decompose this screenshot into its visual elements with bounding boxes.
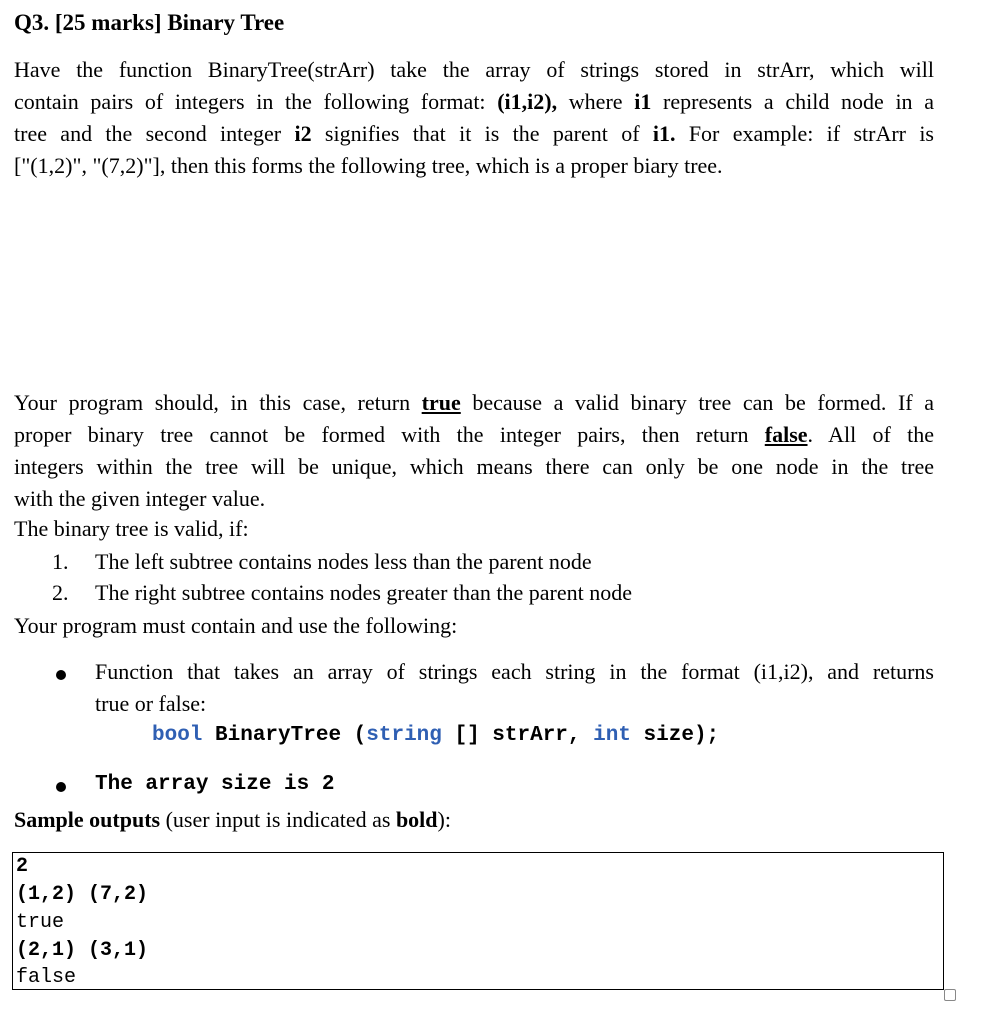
sample-output-box [12, 852, 944, 990]
tree-figure-area [14, 190, 934, 380]
bullet-icon [56, 782, 66, 792]
bullet1-line2: true or false: [95, 691, 207, 716]
valid-intro: The binary tree is valid, if: [14, 516, 249, 541]
sample-outputs-label: Sample outputs (user input is indicated as bold): [14, 807, 451, 832]
bullet1-line1: Function that takes an array of strings each string in the format (i1,i2), and returns [95, 659, 934, 684]
rule-text: The left subtree contains nodes less than the parent node [95, 549, 592, 574]
para1-line2: contain pairs of integers in the following format: (i1,i2), where i1 represents a child node in a [14, 89, 934, 114]
para1-line1: Have the function BinaryTree(strArr) take the array of strings stored in strArr, which will [14, 57, 934, 82]
must-contain-text: Your program must contain and use the following: [14, 613, 458, 638]
para2-line1: Your program should, in this case, return true because a valid binary tree can be formed. If a [14, 390, 934, 415]
rule-number: 1. [52, 549, 69, 574]
sample-output-line: true [16, 911, 65, 934]
para1-line3: tree and the second integer i2 signifies that it is the parent of i1. For example: if strArr is [14, 121, 934, 146]
function-signature: bool BinaryTree (string [] strArr, int size); [152, 724, 720, 747]
rule-text: The right subtree contains nodes greater than the parent node [95, 580, 632, 605]
sample-input-line: (2,1) (3,1) [16, 939, 149, 962]
bullet2-text: The array size is 2 [95, 773, 335, 796]
bullet-icon [56, 670, 66, 680]
para2-line4: with the given integer value. [14, 486, 266, 511]
para2-line2: proper binary tree cannot be formed with the integer pairs, then return false. All of the [14, 422, 935, 447]
question-heading: Q3. [25 marks] Binary Tree [14, 10, 285, 35]
sample-output-line: false [16, 966, 77, 989]
resize-handle-icon[interactable] [944, 989, 956, 1001]
rule-number: 2. [52, 580, 69, 605]
para1-line4: ["(1,2)", "(7,2)"], then this forms the following tree, which is a proper biary tree. [14, 153, 723, 178]
sample-input-line: (1,2) (7,2) [16, 883, 149, 906]
para2-line3: integers within the tree will be unique, which means there can only be one node in the tree [14, 454, 934, 479]
sample-input-line: 2 [16, 855, 29, 878]
